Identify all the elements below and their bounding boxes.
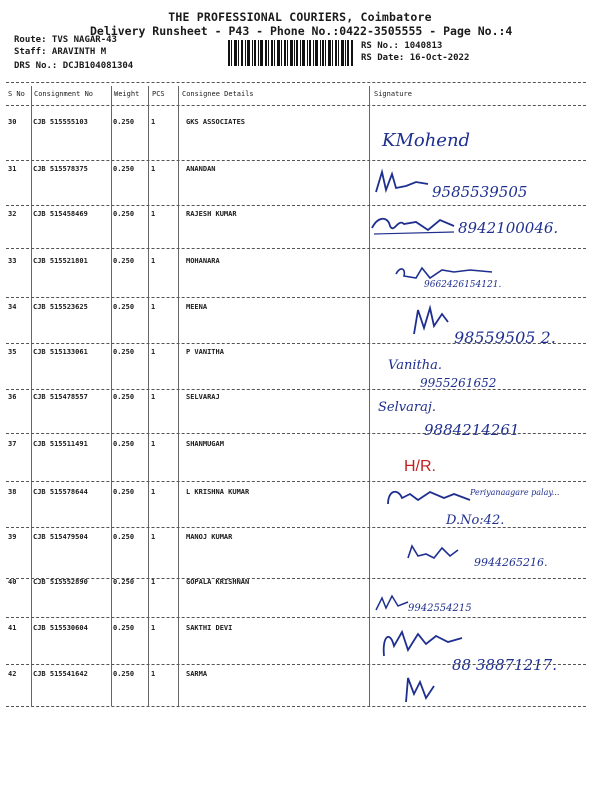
company-title: THE PROFESSIONAL COURIERS, Coimbatore — [168, 10, 432, 24]
staff-label: Staff: ARAVINTH M — [14, 47, 107, 57]
signature-text: KMohend — [382, 130, 471, 151]
runsheet-subtitle: Delivery Runsheet - P43 - Phone No.:0422-3505555 - Page No.:4 — [90, 24, 513, 38]
row-sno: 31 — [8, 165, 17, 173]
row-consignee: GOPALA KRISHNAN — [186, 578, 250, 586]
phone-handwritten: 88 38871217. — [452, 656, 557, 674]
phone-handwritten: 98559505 2. — [454, 328, 556, 347]
barcode-image — [228, 40, 353, 66]
signature-scribble — [404, 542, 484, 564]
row-consignment: CJB 515555103 — [33, 118, 88, 126]
row-sno: 30 — [8, 118, 17, 126]
row-consignee: MANOJ KUMAR — [186, 533, 233, 541]
row-consignee: MOHANARA — [186, 257, 220, 265]
rs-date: RS Date: 16-Oct-2022 — [361, 53, 470, 63]
row-weight: 0.250 — [113, 303, 135, 311]
row-consignee: SAKTHI DEVI — [186, 624, 233, 632]
row-pcs: 1 — [151, 533, 156, 541]
rs-number: RS No.: 1040813 — [361, 41, 443, 51]
signature-scribble — [408, 304, 452, 338]
row-consignee: MEENA — [186, 303, 208, 311]
phone-handwritten: 9942554215 — [408, 603, 472, 614]
row-sno: 39 — [8, 533, 17, 541]
row-consignment: CJB 515478557 — [33, 393, 88, 401]
row-consignment: CJB 515578375 — [33, 165, 88, 173]
signature-scribble — [378, 626, 468, 660]
column-rule — [148, 86, 149, 706]
row-consignee: ANANDAN — [186, 165, 216, 173]
row-divider — [6, 527, 586, 528]
row-consignment: CJB 515521801 — [33, 257, 88, 265]
row-weight: 0.250 — [113, 670, 135, 678]
row-consignment: CJB 515479504 — [33, 533, 88, 541]
row-consignee: GKS ASSOCIATES — [186, 118, 246, 126]
row-weight: 0.250 — [113, 348, 135, 356]
row-weight: 0.250 — [113, 393, 135, 401]
row-consignee: RAJESH KUMAR — [186, 210, 237, 218]
row-sno: 38 — [8, 488, 17, 496]
row-divider — [6, 389, 586, 390]
col-header-consignee: Consignee Details — [182, 90, 254, 98]
row-sno: 36 — [8, 393, 17, 401]
row-pcs: 1 — [151, 440, 156, 448]
column-rule — [31, 86, 32, 706]
row-weight: 0.250 — [113, 257, 135, 265]
row-divider — [6, 617, 586, 618]
row-consignment: CJB 515530604 — [33, 624, 88, 632]
row-consignment: CJB 515541642 — [33, 670, 88, 678]
row-consignment: CJB 515458469 — [33, 210, 88, 218]
row-divider — [6, 578, 586, 579]
phone-handwritten: 8942100046. — [458, 219, 559, 237]
row-divider — [6, 297, 586, 298]
row-consignment: CJB 515552890 — [33, 578, 88, 586]
row-pcs: 1 — [151, 348, 156, 356]
phone-handwritten: 9955261652 — [420, 376, 497, 390]
column-rule — [369, 86, 370, 706]
row-sno: 41 — [8, 624, 17, 632]
phone-handwritten: 9585539505 — [432, 183, 528, 201]
row-pcs: 1 — [151, 210, 156, 218]
row-weight: 0.250 — [113, 165, 135, 173]
row-sno: 40 — [8, 578, 17, 586]
header-divider-top — [6, 82, 586, 83]
row-pcs: 1 — [151, 118, 156, 126]
signature-scribble — [384, 484, 474, 510]
row-divider — [6, 481, 586, 482]
row-divider — [6, 706, 586, 707]
row-divider — [6, 664, 586, 665]
row-weight: 0.250 — [113, 440, 135, 448]
signature-scribble — [368, 212, 458, 238]
column-rule — [178, 86, 179, 706]
row-pcs: 1 — [151, 670, 156, 678]
row-consignment: CJB 515578644 — [33, 488, 88, 496]
header-divider-bottom — [6, 105, 586, 106]
phone-handwritten: 9884214261 — [424, 421, 520, 439]
row-pcs: 1 — [151, 578, 156, 586]
row-sno: 35 — [8, 348, 17, 356]
row-pcs: 1 — [151, 393, 156, 401]
address-handwritten: Periyanaagare palay... — [470, 488, 560, 497]
row-weight: 0.250 — [113, 488, 135, 496]
col-header-weight: Weight — [114, 90, 140, 98]
row-consignment: CJB 515511491 — [33, 440, 88, 448]
row-weight: 0.250 — [113, 624, 135, 632]
row-divider — [6, 205, 586, 206]
col-header-consignment: Consignment No — [34, 90, 94, 98]
row-sno: 37 — [8, 440, 17, 448]
row-sno: 42 — [8, 670, 17, 678]
col-header-signature: Signature — [374, 90, 412, 98]
row-consignee: SHANMUGAM — [186, 440, 224, 448]
col-header-sno: S No — [8, 90, 25, 98]
row-pcs: 1 — [151, 257, 156, 265]
row-sno: 32 — [8, 210, 17, 218]
phone-handwritten: 9662426154121. — [424, 280, 502, 290]
phone-handwritten: 9944265216. — [474, 556, 548, 569]
row-consignment: CJB 515133061 — [33, 348, 88, 356]
signature-scribble — [372, 592, 412, 614]
signature-scribble — [372, 168, 432, 196]
row-pcs: 1 — [151, 303, 156, 311]
row-divider — [6, 343, 586, 344]
signature-text: Selvaraj. — [378, 400, 436, 415]
row-consignee: SARMA — [186, 670, 208, 678]
row-pcs: 1 — [151, 165, 156, 173]
row-consignee: L KRISHNA KUMAR — [186, 488, 250, 496]
row-weight: 0.250 — [113, 118, 135, 126]
row-sno: 34 — [8, 303, 17, 311]
row-consignee: SELVARAJ — [186, 393, 220, 401]
drs-number: DRS No.: DCJB104081304 — [14, 61, 134, 71]
row-divider — [6, 160, 586, 161]
row-sno: 33 — [8, 257, 17, 265]
row-weight: 0.250 — [113, 533, 135, 541]
row-consignee: P VANITHA — [186, 348, 224, 356]
signature-text: Vanitha. — [388, 358, 442, 373]
row-divider — [6, 433, 586, 434]
signature-text: H/R. — [404, 458, 436, 475]
col-header-pcs: PCS — [152, 90, 165, 98]
address-handwritten: D.No:42. — [446, 513, 505, 528]
row-divider — [6, 248, 586, 249]
row-pcs: 1 — [151, 488, 156, 496]
row-consignment: CJB 515523625 — [33, 303, 88, 311]
row-weight: 0.250 — [113, 210, 135, 218]
column-rule — [111, 86, 112, 706]
route-label: Route: TVS NAGAR-43 — [14, 35, 117, 45]
row-pcs: 1 — [151, 624, 156, 632]
row-weight: 0.250 — [113, 578, 135, 586]
signature-scribble — [400, 672, 440, 706]
